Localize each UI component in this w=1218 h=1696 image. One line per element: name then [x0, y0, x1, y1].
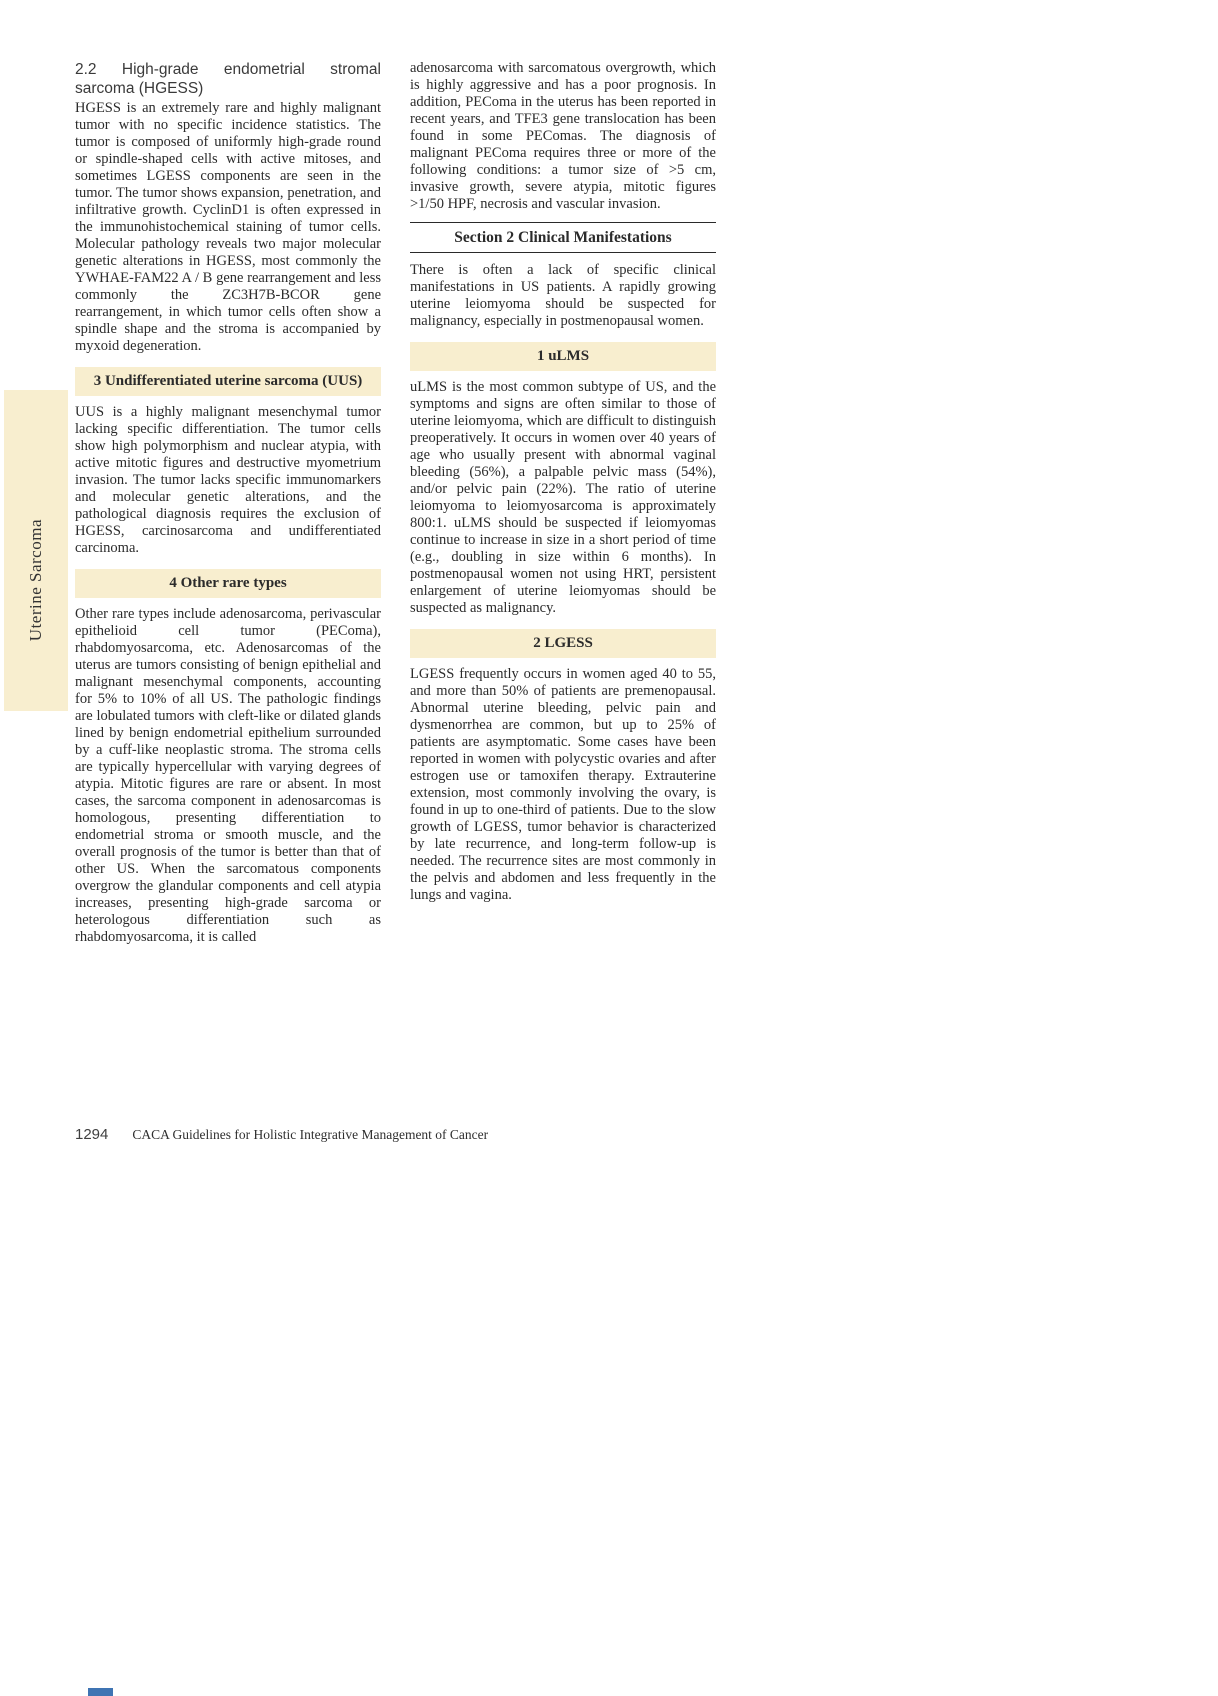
page-number: 1294	[75, 1126, 109, 1143]
paragraph-ulms: uLMS is the most common subtype of US, and the symptoms and signs are often similar to those of uterine leiomyoma, which are difficult to distinguish preoperatively. It occurs in women over 40 years of age who usually present with abnormal vaginal bleeding (56%), a palpable pelvic mass (54%), and/or pelvic pain (22%). The ratio of uterine leiomyoma to leiomyosarcoma is approximately 800:1. uLMS should be suspected if leiomyomas continue to increase in size in a short period of time (e.g., doubling in size within 6 months). In postmenopausal women not using HRT, persistent enlargement of uterine leiomyomas should be suspected as malignancy.	[410, 379, 716, 616]
chapter-tab	[4, 390, 68, 711]
paragraph-uus: UUS is a highly malignant mesenchymal tumor lacking specific differentiation. The tumor cells show high polymorphism and nuclear atypia, with active mitotic figures and destructive myometrium invasion. The tumor lacks specific immunomarkers and molecular genetic alterations, and the pathological diagnosis requires the exclusion of HGESS, carcinosarcoma and undifferentiated carcinoma.	[75, 404, 381, 556]
paragraph-adenosarcoma-continued: adenosarcoma with sarcomatous overgrowth, which is highly aggressive and has a poor prognosis. In addition, PEComa in the uterus has been reported in recent years, and TFE3 gene translocation has been found in some PEComas. The diagnosis of malignant PEComa requires three or more of the following conditions: a tumor size of >5 cm, invasive growth, severe atypia, mitotic figures >1/50 HPF, necrosis and vascular invasion.	[410, 60, 716, 212]
paragraph-lgess: LGESS frequently occurs in women aged 40 to 55, and more than 50% of patients are premenopausal. Abnormal uterine bleeding, pelvic pain and dysmenorrhea are common, but up to 25% of patients are asymptomatic. Some cases have been reported in women with polycystic ovaries and after estrogen use or tamoxifen therapy. Extrauterine extension, most commonly involving the ovary, is found in up to one-third of patients. Due to the slow growth of LGESS, tumor behavior is characterized by late recurrence, and long-term follow-up is needed. The recurrence sites are most commonly in the pelvis and abdomen and less frequently in the lungs and vagina.	[410, 666, 716, 903]
chapter-tab-label-wrap	[4, 510, 68, 650]
heading-lgess: 2 LGESS	[410, 629, 716, 658]
heading-ulms: 1 uLMS	[410, 342, 716, 371]
paragraph-hgess: HGESS is an extremely rare and highly malignant tumor with no specific incidence statistics. The tumor is composed of uniformly high-grade round or spindle-shaped cells with active mitoses, and sometimes LGESS components are seen in the tumor. The tumor shows expansion, penetration, and infiltrative growth. CyclinD1 is often expressed in the immunohistochemical staining of tumor cells. Molecular pathology reveals two major molecular genetic alterations in HGESS, most commonly the YWHAE-FAM22 A / B gene rearrangement and less commonly the ZC3H7B-BCOR gene rearrangement, in which tumor cells often show a spindle shape and the stroma is accompanied by myxoid degeneration.	[75, 100, 381, 354]
footer-book-title: CACA Guidelines for Holistic Integrative Management of Cancer	[132, 1127, 489, 1142]
paragraph-clinical-manifestations: There is often a lack of specific clinical manifestations in US patients. A rapidly growing uterine leiomyoma should be suspected for malignancy, especially in postmenopausal women.	[410, 262, 716, 329]
heading-other-rare-types: 4 Other rare types	[75, 569, 381, 598]
page-footer	[75, 1126, 488, 1143]
bottom-accent-bar	[88, 1688, 113, 1696]
heading-section2-clinical-manifestations: Section 2 Clinical Manifestations	[410, 222, 716, 253]
subsection-heading-hgess: 2.2 High-grade endometrial stromal sarcoma (HGESS)	[75, 61, 381, 97]
paragraph-other-rare-types: Other rare types include adenosarcoma, perivascular epithelioid cell tumor (PEComa), rhabdomyosarcoma, etc. Adenosarcomas of the uterus are tumors consisting of benign epithelial and malignant mesenchymal components, accounting for 5% to 10% of all US. The pathologic findings are lobulated tumors with cleft-like or dilated glands lined by benign endometrial epithelium surrounded by a cuff-like neoplastic stroma. The stroma cells are typically hypercellular with varying degrees of atypia. Mitotic figures are rare or absent. In most cases, the sarcoma component in adenosarcomas is homologous, presenting differentiation to endometrial stroma or smooth muscle, and the overall prognosis of the tumor is better than that of other US. When the sarcomatous components overgrow the glandular components and cell atypia increases, presenting high-grade sarcoma or heterologous differentiation such as rhabdomyosarcoma, it is called	[75, 606, 381, 945]
left-column	[75, 60, 381, 946]
right-column	[410, 60, 716, 904]
heading-uus: 3 Undifferentiated uterine sarcoma (UUS)	[75, 367, 381, 396]
chapter-tab-label: Uterine Sarcoma	[26, 518, 45, 642]
